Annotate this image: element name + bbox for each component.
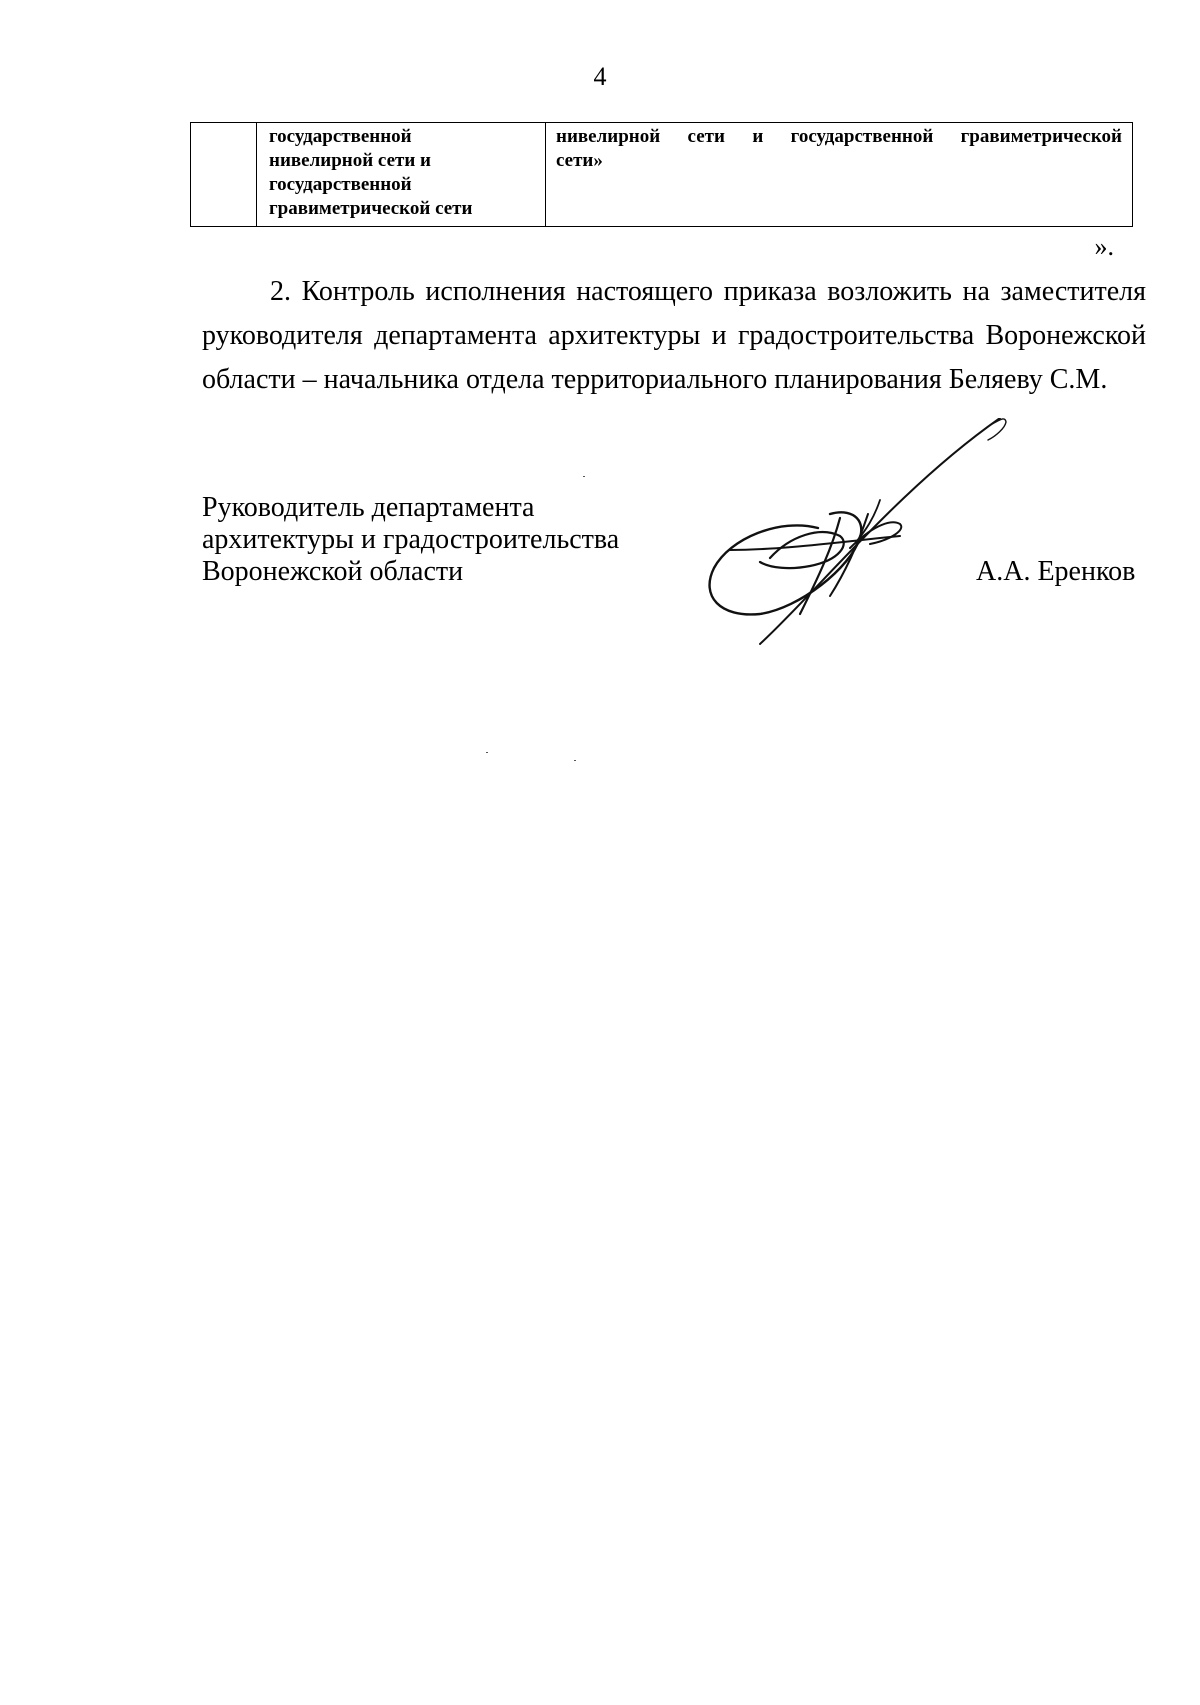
cell-text-line: государственной [269, 174, 412, 195]
signer-title-line: Воронежской области [202, 556, 464, 587]
cell-text-line: нивелирной сети и [269, 150, 431, 171]
signer-title-line: архитектуры и градостроительства [202, 524, 620, 555]
table-cell-description [546, 123, 1133, 227]
cell-text-line: сети» [556, 150, 603, 171]
cell-text-line: нивелирной сети и государственной гравиметрической [556, 126, 1122, 147]
signature-icon [700, 418, 1020, 658]
table-row [191, 123, 1133, 227]
cell-text-line: гравиметрической сети [269, 198, 473, 219]
scan-speck [574, 760, 576, 761]
paragraph-2 [202, 270, 1146, 402]
paragraph-line: области – начальника отдела территориального планирования Беляеву С.М. [202, 364, 1108, 395]
scan-speck [486, 752, 488, 753]
continuation-table [190, 122, 1133, 227]
paragraph-line: 2. Контроль исполнения настоящего приказа возложить на заместителя [270, 276, 1146, 307]
cell-text-line: государственной [269, 126, 412, 147]
scan-speck [583, 476, 585, 477]
closing-quote: ». [1094, 232, 1114, 261]
signer-name: А.А. Еренков [976, 556, 1136, 587]
signer-title-line: Руководитель департамента [202, 492, 535, 523]
page-number: 4 [593, 62, 607, 91]
paragraph-line: руководителя департамента архитектуры и градостроительства Воронежской [202, 320, 1146, 351]
signer-title [202, 492, 619, 588]
table-cell-number [191, 123, 257, 227]
table-cell-name [257, 123, 546, 227]
